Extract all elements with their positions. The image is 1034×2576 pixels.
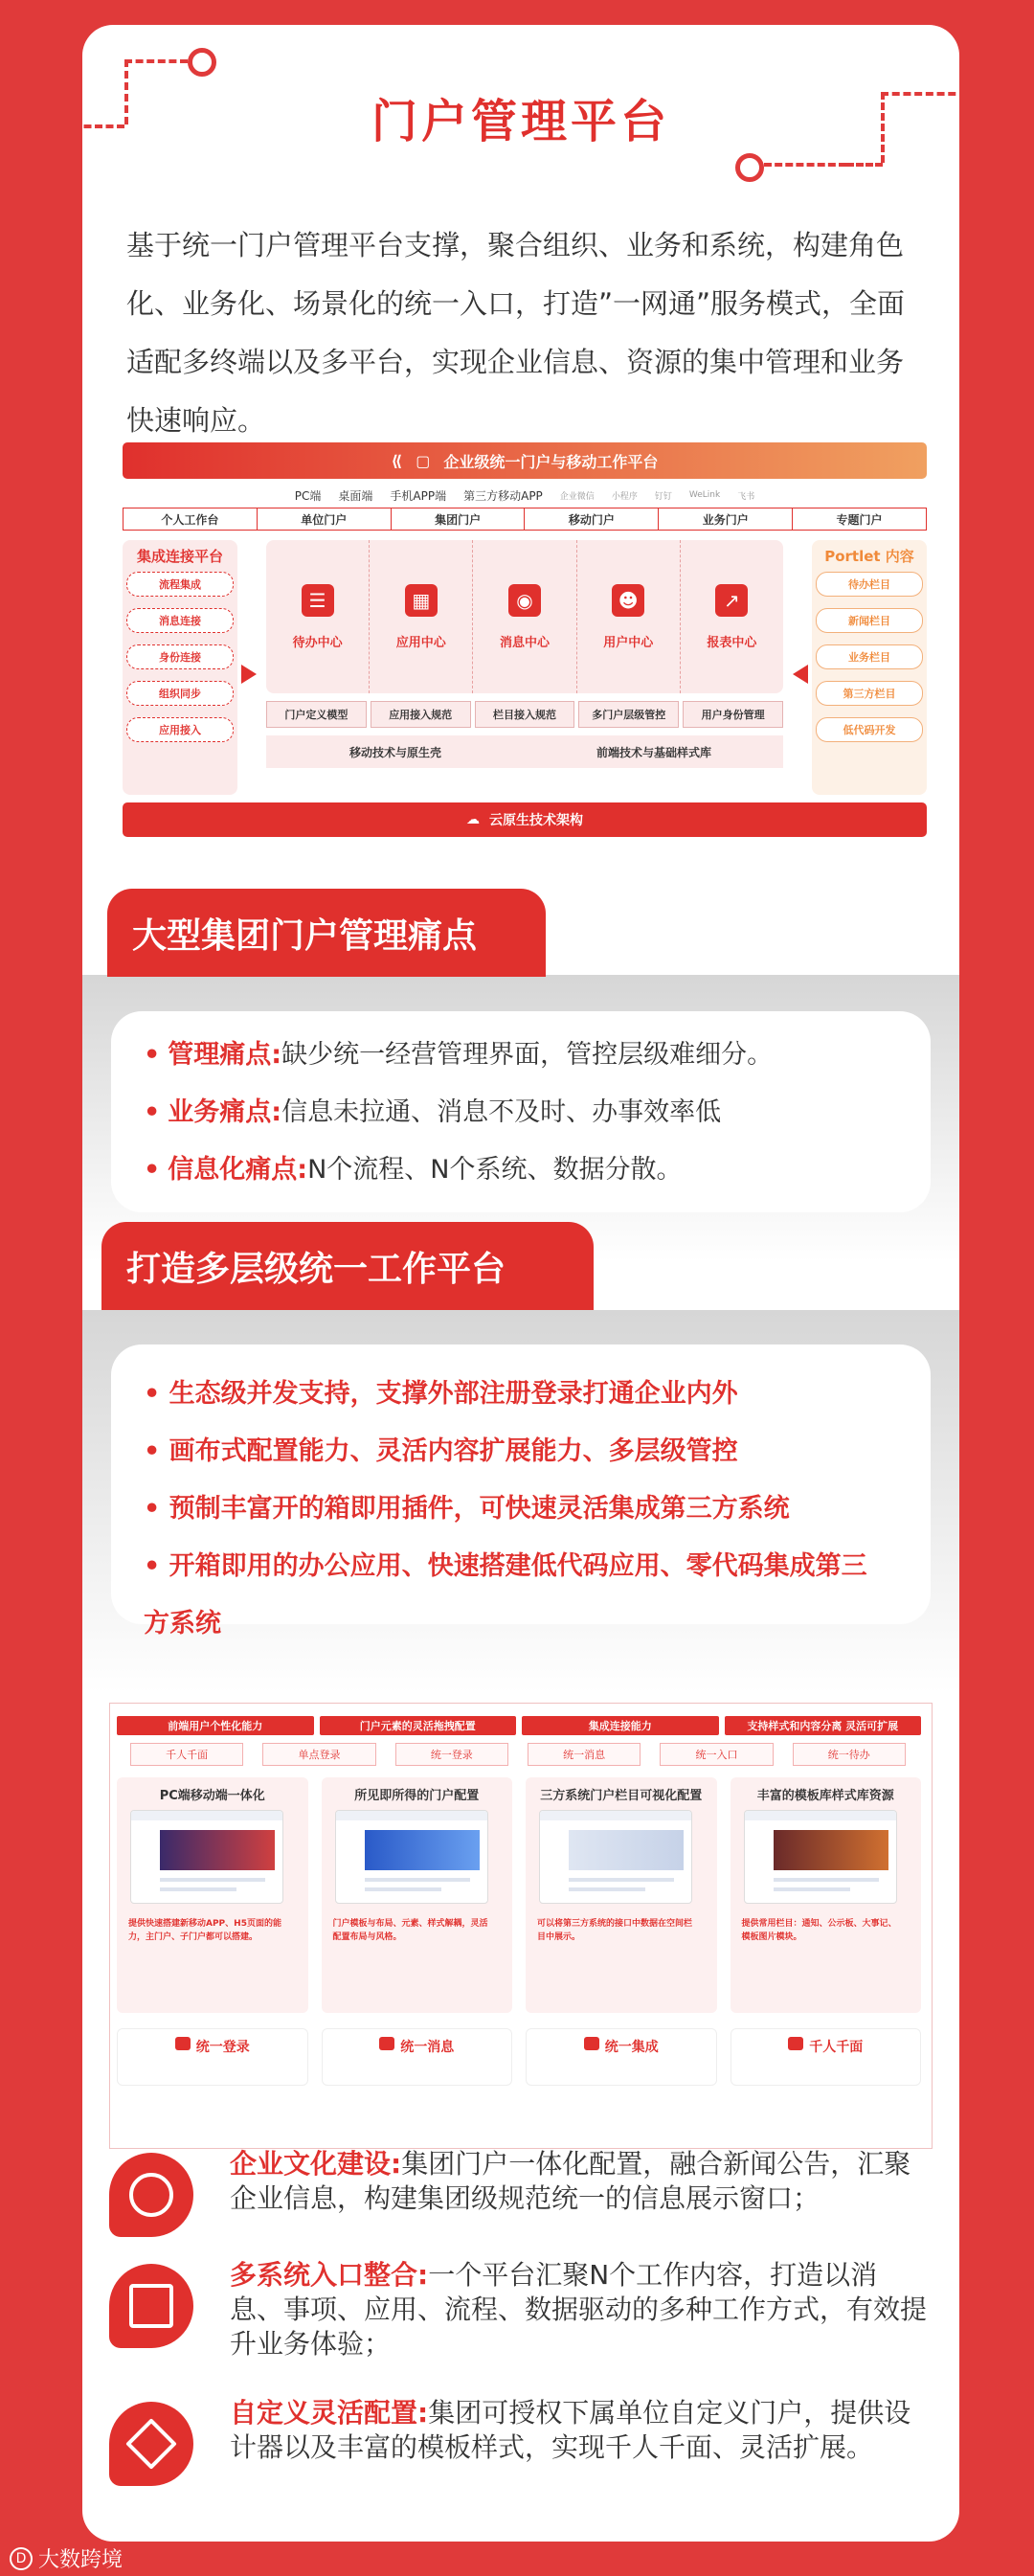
figure-tab: 集成连接能力 xyxy=(522,1716,719,1735)
screenshot-thumbnail xyxy=(335,1810,488,1904)
architecture-diagram xyxy=(123,442,927,873)
build-item: • 生态级并发支持，支撑外部注册登录打通企业内外 xyxy=(144,1379,738,1409)
deco-line xyxy=(764,163,846,167)
diagram-header-label: 企业级统一门户与移动工作平台 xyxy=(443,452,659,471)
figure-bottom-row xyxy=(117,2028,921,2086)
figure-column-note: 提供快速搭建新移动APP、H5页面的能力，主门户、子门户都可以搭建。 xyxy=(128,1919,281,1942)
platform-logo: 钉钉 xyxy=(654,491,672,502)
portal-label: 专题门户 xyxy=(836,512,883,527)
figure-column-note: 可以将第三方系统的接口中数据在空间栏目中展示。 xyxy=(537,1919,693,1942)
pain-section-title: 大型集团门户管理痛点 xyxy=(132,915,478,956)
platform-label: 桌面端 xyxy=(338,488,373,503)
pain-point-item: • 信息化痛点:N个流程、N个系统、数据分散。 xyxy=(144,1155,683,1185)
portlet-item: 第三方栏目 xyxy=(816,681,923,706)
tech-label: 移动技术与原生壳 xyxy=(348,745,441,759)
figure-bottom-item: 统一集成 xyxy=(526,2028,717,2086)
platform-logo: WeLink xyxy=(688,490,721,500)
figure-sub: 统一消息 xyxy=(528,1743,641,1766)
figure-sub: 统一登录 xyxy=(395,1743,508,1766)
intro-paragraph: 基于统一门户管理平台支撑，聚合组织、业务和系统，构建角色化、业务化、场景化的统一入口，打造”一网通”服务模式，全面适配多终端以及多平台，实现企业信息、资源的集中管理和业务快速响应。 xyxy=(126,229,906,437)
content-card xyxy=(82,25,959,2542)
figure-tab: 支持样式和内容分离 灵活可扩展 xyxy=(725,1716,922,1735)
cloud-bar xyxy=(123,802,927,837)
feature-text: 集团门户一体化配置，融合新闻公告，汇聚企业信息，构建集团级规范统一的信息展示窗口； xyxy=(230,2148,911,2214)
figure-column-note: 提供常用栏目：通知、公示板、大事记、模板图片模块。 xyxy=(741,1919,897,1942)
feature-text: 一个平台汇聚N个工作内容，打造以消息、事项、应用、流程、数据驱动的多种工作方式，有效提升业务体验； xyxy=(230,2259,928,2360)
portlet-item: 低代码开发 xyxy=(816,717,923,742)
spec-label: 门户定义模型 xyxy=(266,701,367,728)
center-module xyxy=(577,540,681,693)
page-title: 门户管理平台 xyxy=(371,95,670,148)
figure-column-title: PC端移动端一体化 xyxy=(159,1789,265,1803)
figure-column xyxy=(322,1777,513,2013)
center-module xyxy=(681,540,783,693)
feature-item xyxy=(109,2396,933,2501)
platform-label: 手机APP端 xyxy=(390,488,447,503)
spec-label: 多门户层级管控 xyxy=(578,701,679,728)
figure-tab: 前端用户个性化能力 xyxy=(117,1716,314,1735)
cloud-label: 云原生技术架构 xyxy=(489,813,583,828)
integration-panel xyxy=(123,540,237,795)
center-label: 待办中心 xyxy=(292,635,343,650)
feature-key: 企业文化建设: xyxy=(230,2148,402,2180)
build-item: • 预制丰富开的箱即用插件，可快速灵活集成第三方系统 xyxy=(144,1494,790,1524)
brand-logo xyxy=(10,2543,123,2573)
build-section-title: 打造多层级统一工作平台 xyxy=(126,1249,506,1289)
logo-mark-icon: D xyxy=(10,2547,33,2570)
spec-label: 栏目接入规范 xyxy=(475,701,575,728)
tech-label: 前端技术与基础样式库 xyxy=(596,745,711,759)
feature-text: 集团可授权下属单位自定义门户，提供设计器以及丰富的模板样式，实现千人千面、灵活扩展。 xyxy=(230,2397,911,2463)
portal-label: 单位门户 xyxy=(258,508,392,530)
platform-logo: 企业微信 xyxy=(559,491,595,502)
spec-label: 用户身份管理 xyxy=(683,701,783,728)
figure-sub-row xyxy=(130,1743,906,1766)
figure-bottom-item: 统一消息 xyxy=(322,2028,513,2086)
figure-column-title: 所见即所得的门户配置 xyxy=(354,1789,480,1803)
figure-column xyxy=(731,1777,922,2013)
brand-name: 大数跨境 xyxy=(38,2548,124,2572)
chart-icon: ↗ xyxy=(715,584,748,617)
figure-column xyxy=(526,1777,717,2013)
portal-label: 业务门户 xyxy=(659,508,793,530)
integration-icon xyxy=(584,2037,599,2050)
integration-item: 身份连接 xyxy=(126,644,234,669)
build-item: • 画布式配置能力、灵活内容扩展能力、多层级管控 xyxy=(144,1436,738,1466)
center-label: 报表中心 xyxy=(707,635,757,650)
figure-sub: 统一待办 xyxy=(793,1743,906,1766)
screenshot-thumbnail xyxy=(744,1810,897,1904)
center-module xyxy=(370,540,473,693)
platform-logo: 小程序 xyxy=(611,491,638,502)
monitor-icon xyxy=(109,2264,193,2348)
portlet-item: 业务栏目 xyxy=(816,644,923,669)
desktop-icon xyxy=(788,2037,803,2050)
center-module xyxy=(473,540,576,693)
integration-item: 消息连接 xyxy=(126,608,234,633)
platform-label: PC端 xyxy=(294,488,322,503)
center-label: 消息中心 xyxy=(500,635,551,650)
figure-sub: 单点登录 xyxy=(262,1743,375,1766)
center-label: 应用中心 xyxy=(395,635,446,650)
figure-tab-row xyxy=(117,1716,921,1735)
portal-label: 个人工作台 xyxy=(124,508,258,530)
feature-item xyxy=(109,2258,933,2383)
platform-logo: 飞书 xyxy=(737,491,755,502)
deco-line xyxy=(124,59,188,63)
build-item: • 开箱即用的办公应用、快速搭建低代码应用、零代码集成第三方系统 xyxy=(144,1551,867,1638)
portlet-title: Portlet 内容 xyxy=(824,548,914,565)
feature-item xyxy=(109,2147,933,2252)
message-icon xyxy=(379,2037,394,2050)
user-icon: ☻ xyxy=(612,584,644,617)
clipboard-icon: ☰ xyxy=(302,584,334,617)
figure-column-title: 三方系统门户栏目可视化配置 xyxy=(540,1789,703,1803)
integration-item: 流程集成 xyxy=(126,572,234,597)
center-modules xyxy=(266,540,783,693)
pain-point-item: • 业务痛点:信息未拉通、消息不及时、办事效率低 xyxy=(144,1097,722,1127)
center-module xyxy=(266,540,370,693)
app-icon: ▦ xyxy=(405,584,438,617)
award-icon xyxy=(109,2153,193,2237)
layers-icon xyxy=(109,2402,193,2486)
cloud-icon: ☁ xyxy=(466,812,480,827)
integration-item: 应用接入 xyxy=(126,717,234,742)
deco-ring xyxy=(735,153,764,182)
figure-tab: 门户元素的灵活拖拽配置 xyxy=(320,1716,517,1735)
diagram-header xyxy=(123,442,927,479)
screenshot-thumbnail xyxy=(539,1810,692,1904)
portal-label: 移动门户 xyxy=(525,508,659,530)
feature-key: 自定义灵活配置: xyxy=(230,2397,429,2429)
diagram-middle xyxy=(123,540,927,799)
pain-section-tab xyxy=(107,889,546,977)
pain-point-item: • 管理痛点:缺少统一经营管理界面，管控层级难细分。 xyxy=(144,1040,774,1070)
login-icon xyxy=(175,2037,191,2050)
center-label: 用户中心 xyxy=(603,635,654,650)
deco-line xyxy=(846,163,883,167)
bell-icon: ◉ xyxy=(508,584,541,617)
figure-column-title: 丰富的模板库样式库资源 xyxy=(756,1789,894,1803)
portlet-item: 新闻栏目 xyxy=(816,608,923,633)
portlet-item: 待办栏目 xyxy=(816,572,923,597)
portal-row xyxy=(123,508,927,531)
arrow-left-icon xyxy=(793,665,808,684)
figure-columns xyxy=(117,1777,921,2013)
figure-column-note: 门户模板与布局、元素、样式解耦，灵活配置布局与风格。 xyxy=(332,1919,488,1942)
platform-label: 第三方移动APP xyxy=(463,488,543,503)
figure-column xyxy=(117,1777,308,2013)
figure-sub: 千人千面 xyxy=(130,1743,243,1766)
double-chevron-icon: ⟪ xyxy=(391,451,403,470)
monitor-icon: ▢ xyxy=(416,451,431,470)
platform-row xyxy=(123,486,927,504)
build-section-tab xyxy=(101,1222,594,1310)
figure-bottom-item: 统一登录 xyxy=(117,2028,308,2086)
portlet-panel xyxy=(812,540,927,795)
figure-sub: 统一入口 xyxy=(660,1743,773,1766)
figure-bottom-item: 千人千面 xyxy=(731,2028,922,2086)
spec-row xyxy=(266,701,783,728)
portal-label: 集团门户 xyxy=(392,508,526,530)
arrow-right-icon xyxy=(241,665,257,684)
screenshot-thumbnail xyxy=(130,1810,283,1904)
spec-label: 应用接入规范 xyxy=(371,701,471,728)
feature-key: 多系统入口整合: xyxy=(230,2259,429,2291)
deco-ring xyxy=(188,48,216,77)
integration-item: 组织同步 xyxy=(126,681,234,706)
integration-title: 集成连接平台 xyxy=(136,548,223,565)
tech-row xyxy=(266,735,783,768)
